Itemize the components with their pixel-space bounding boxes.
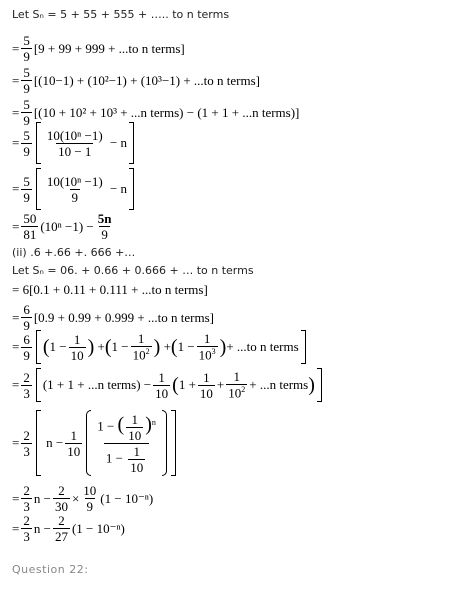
step-10-a: (1 + 1 + ...n terms) − [42, 377, 152, 392]
step-8: = $\frac{6}{9}$ [0.9 + 0.99 + 0.999 + ...to n terms] [12, 302, 214, 333]
step-12: = $\frac{2}{3}$ n − $\frac{2}{30}$ × $\frac{10}{9}$ (1 − 10⁻ⁿ) [12, 483, 154, 514]
step-6: = $\frac{50}{81}$ (10ⁿ −1) − $\frac{5n}{9}$ [12, 211, 112, 242]
step-4: = $\frac{5}{9}$ $\frac{\text{10(10ⁿ −1)}}{10 - 1}$ − n [12, 122, 136, 164]
step-13-a: n − [33, 520, 51, 536]
step-1-body: [9 + 99 + 999 + ...to n terms] [33, 40, 185, 56]
step-2-body: [(10−1) + (10²−1) + (10³−1) + ...to n terms] [33, 72, 261, 88]
step-7: = 6[0.1 + 0.11 + 0.111 + ...to n terms] [12, 282, 208, 297]
step-13-b: (1 − 10⁻ⁿ) [71, 520, 125, 536]
step-12-a: n − [33, 490, 51, 506]
step-4-den: 10 − 1 [58, 143, 92, 159]
step-1: = $\frac{5}{9}$ [9 + 99 + 999 + ...to n terms] [12, 33, 185, 64]
step-3-body: [(10 + 10² + 10³ + ...n terms) − (1 + 1 + ...n terms)] [33, 104, 300, 120]
step-12-b: (1 − 10⁻ⁿ) [100, 490, 154, 506]
step-5-den: 9 [71, 189, 79, 205]
part-ii-label: (ii) .6 +.66 +. 666 +… [12, 246, 136, 259]
step-6-body: (10ⁿ −1) − [40, 218, 94, 234]
step-5-num: 10(10ⁿ −1) [46, 173, 103, 189]
question-heading: Question 22: [12, 563, 89, 576]
step-2: = $\frac{5}{9}$ [(10−1) + (10²−1) + (10³−1) + ...to n terms] [12, 65, 261, 96]
problem-statement-1: Let Sₙ = 5 + 55 + 555 + ….. to n terms [12, 8, 230, 21]
step-9-tail: + ...to n terms [226, 339, 299, 354]
step-10-b: + ...n terms [249, 377, 309, 392]
step-5: = $\frac{5}{9}$ $\frac{\text{10(10ⁿ −1)}}{9}$ − n [12, 168, 136, 210]
step-3: = $\frac{5}{9}$ [(10 + 10² + 10³ + ...n terms) − (1 + 1 + ...n terms)] [12, 97, 300, 128]
problem-statement-2: Let Sₙ = 06. + 0.66 + 0.666 + … to n terms [12, 264, 254, 277]
step-8-body: [0.9 + 0.99 + 0.999 + ...to n terms] [33, 309, 214, 325]
step-13: = $\frac{2}{3}$ n − $\frac{2}{27}$ (1 − 10⁻ⁿ) [12, 513, 125, 544]
step-11: = $\frac{2}{3}$ n − $\frac{1}{10}$ 1 − ( $\frac{1}{10}$ )$^n$ 1 − $\frac{1}{10}$ [12, 410, 178, 476]
step-4-num: 10(10ⁿ −1) [46, 127, 103, 143]
step-9: = $\frac{6}{9}$ ( 1 − $\frac{1}{10}$ ) + ( 1 − $\frac{1}{10^2}$ ) + ( 1 − $\frac{1}{10^3}$ ) + ...to n terms [12, 330, 308, 364]
step-10: = $\frac{2}{3}$ (1 + 1 + ...n terms) − $\frac{1}{10}$ ( 1 + $\frac{1}{10}$ + $\frac{1}{10^2}$ + ...n terms ) [12, 368, 324, 402]
